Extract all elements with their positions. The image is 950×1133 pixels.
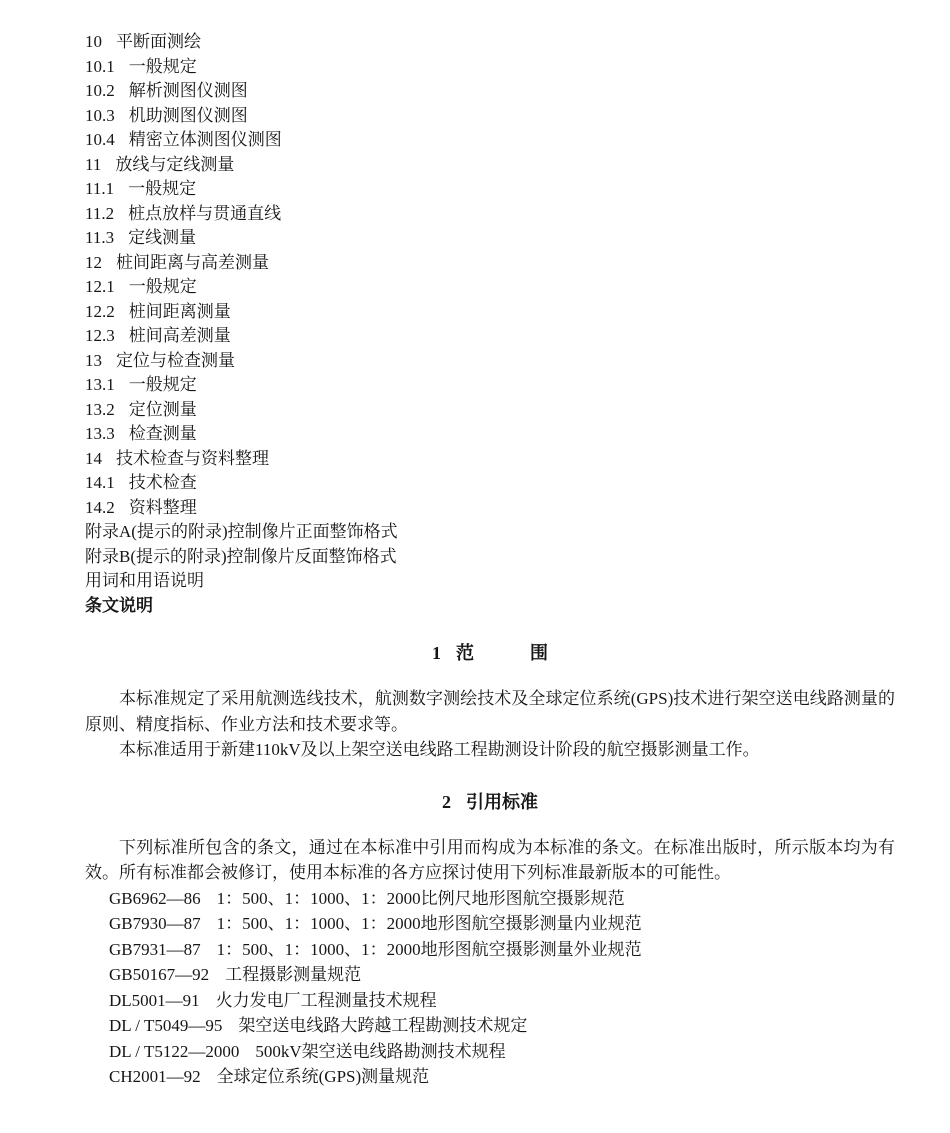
toc-entry-number: 14 [85, 448, 102, 468]
standard-item [85, 886, 895, 912]
scope-paragraph: 本标准适用于新建110kV及以上架空送电线路工程勘测设计阶段的航空摄影测量工作。 [119, 740, 760, 759]
toc-entry [85, 79, 895, 104]
toc-entry [85, 496, 895, 521]
toc-entry [85, 349, 895, 374]
toc-entry-title: 定位与检查测量 [116, 350, 235, 370]
section-heading-references [85, 789, 895, 815]
toc-entry-title: 附录B(提示的附录)控制像片反面整饰格式 [85, 546, 397, 566]
toc-entry-terms [85, 569, 895, 594]
toc-entry-title: 桩点放样与贯通直线 [128, 203, 282, 223]
references-intro-paragraph: 下列标准所包含的条文，通过在本标准中引用而构成为本标准的条文。在标准出版时，所示版本均为有效。所有标准都会被修订，使用本标准的各方应探讨使用下列标准最新版本的可能性。 [85, 837, 895, 882]
standard-code: GB6962—86 [109, 888, 201, 908]
toc-entry-title: 放线与定线测量 [115, 154, 235, 174]
toc-entry [85, 177, 895, 202]
toc-entry-number: 12.3 [85, 326, 115, 345]
toc-entry-clause-notes [85, 594, 895, 619]
standard-item [85, 1039, 895, 1065]
standard-item [85, 988, 895, 1014]
toc-entry-number: 10.3 [85, 105, 115, 125]
toc-entry [85, 55, 895, 80]
toc-entry-number: 12.1 [85, 277, 115, 296]
toc-entry [85, 251, 895, 276]
toc-entry-title: 技术检查与资料整理 [116, 448, 269, 468]
standard-item [85, 1013, 895, 1039]
section-heading-scope [85, 640, 895, 666]
section-number: 2 [442, 791, 451, 812]
toc-entry-title: 定线测量 [128, 228, 197, 247]
table-of-contents [85, 30, 895, 618]
standard-code: CH2001—92 [109, 1067, 201, 1086]
toc-entry-title: 一般规定 [128, 375, 197, 394]
toc-entry [85, 324, 895, 349]
toc-entry [85, 275, 895, 300]
toc-entry-title: 机助测图仪测图 [128, 105, 248, 125]
standard-item [85, 937, 895, 963]
toc-entry [85, 447, 895, 472]
toc-entry-number: 10.4 [85, 130, 115, 149]
toc-entry [85, 373, 895, 398]
toc-entry [85, 398, 895, 423]
section-title-part: 围 [530, 643, 548, 663]
toc-entry-number: 11.1 [85, 179, 115, 198]
toc-entry-title: 桩间距离与高差测量 [116, 252, 269, 272]
standards-list [85, 886, 895, 1090]
toc-entry [85, 104, 895, 129]
toc-entry-title: 桩间距离测量 [128, 301, 231, 321]
toc-entry-number: 13.1 [85, 375, 115, 394]
toc-entry-title: 技术检查 [128, 473, 197, 492]
standard-code: DL / T5122—2000 [109, 1041, 240, 1061]
toc-entry-title: 平断面测绘 [116, 32, 201, 51]
toc-entry [85, 471, 895, 496]
standard-title: 火力发电厂工程测量技术规程 [215, 990, 437, 1010]
toc-entry-title: 定位测量 [128, 399, 197, 419]
toc-entry-number: 10.1 [85, 56, 115, 76]
standard-code: GB7930—87 [109, 914, 201, 933]
toc-entry-title: 精密立体测图仪测图 [128, 130, 282, 149]
toc-entry-title: 解析测图仪测图 [128, 81, 248, 100]
toc-entry-title: 一般规定 [128, 277, 197, 296]
standard-code: DL / T5049—95 [109, 1016, 223, 1035]
section-number: 1 [432, 643, 441, 663]
toc-entry-number: 12 [85, 252, 102, 272]
toc-entry-number: 10 [85, 32, 102, 51]
toc-entry-title: 资料整理 [128, 497, 197, 517]
toc-entry-title: 条文说明 [85, 595, 153, 615]
toc-entry-number: 11 [85, 154, 102, 174]
scope-paragraph: 本标准规定了采用航测选线技术，航测数字测绘技术及全球定位系统(GPS)技术进行架空送电线路测量的原则、精度指标、作业方法和技术要求等。 [85, 689, 895, 734]
standard-title: 1：500、1：1000、1：2000地形图航空摄影测量内业规范 [216, 914, 642, 933]
standard-item [85, 911, 895, 937]
standard-title: 工程摄影测量规范 [225, 965, 362, 984]
standard-title: 架空送电线路大跨越工程勘测技术规定 [238, 1016, 528, 1035]
standard-title: 500kV架空送电线路勘测技术规程 [255, 1041, 506, 1061]
toc-entry-title: 桩间高差测量 [128, 326, 231, 345]
toc-entry-number: 13.3 [85, 424, 115, 443]
standard-code: GB50167—92 [109, 965, 210, 984]
toc-entry [85, 226, 895, 251]
toc-entry-number: 12.2 [85, 301, 115, 321]
standard-code: DL5001—91 [109, 990, 200, 1010]
toc-entry-number: 11.3 [85, 228, 115, 247]
standard-title: 1：500、1：1000、1：2000地形图航空摄影测量外业规范 [216, 939, 642, 959]
standard-title: 全球定位系统(GPS)测量规范 [216, 1067, 430, 1086]
toc-entry [85, 422, 895, 447]
toc-entry-title: 一般规定 [128, 179, 197, 198]
toc-entry-title: 检查测量 [128, 424, 197, 443]
toc-entry [85, 153, 895, 178]
toc-entry-title: 一般规定 [128, 56, 197, 76]
toc-entry-appendix-a [85, 520, 895, 545]
section-title-part: 范 [456, 643, 474, 663]
toc-entry-title: 用词和用语说明 [85, 571, 204, 590]
standard-item [85, 962, 895, 988]
standard-item [85, 1064, 895, 1090]
toc-entry-number: 13 [85, 350, 102, 370]
toc-entry [85, 202, 895, 227]
toc-entry [85, 128, 895, 153]
toc-entry-number: 14.2 [85, 497, 115, 517]
standard-code: GB7931—87 [109, 939, 201, 959]
toc-entry-title: 附录A(提示的附录)控制像片正面整饰格式 [85, 522, 398, 541]
toc-entry [85, 30, 895, 55]
standard-title: 1：500、1：1000、1：2000比例尺地形图航空摄影规范 [216, 888, 625, 908]
toc-entry [85, 300, 895, 325]
toc-entry-number: 13.2 [85, 399, 115, 419]
toc-entry-number: 11.2 [85, 203, 115, 223]
section-title: 引用标准 [466, 791, 538, 812]
toc-entry-number: 14.1 [85, 473, 115, 492]
toc-entry-number: 10.2 [85, 81, 115, 100]
toc-entry-appendix-b [85, 545, 895, 570]
